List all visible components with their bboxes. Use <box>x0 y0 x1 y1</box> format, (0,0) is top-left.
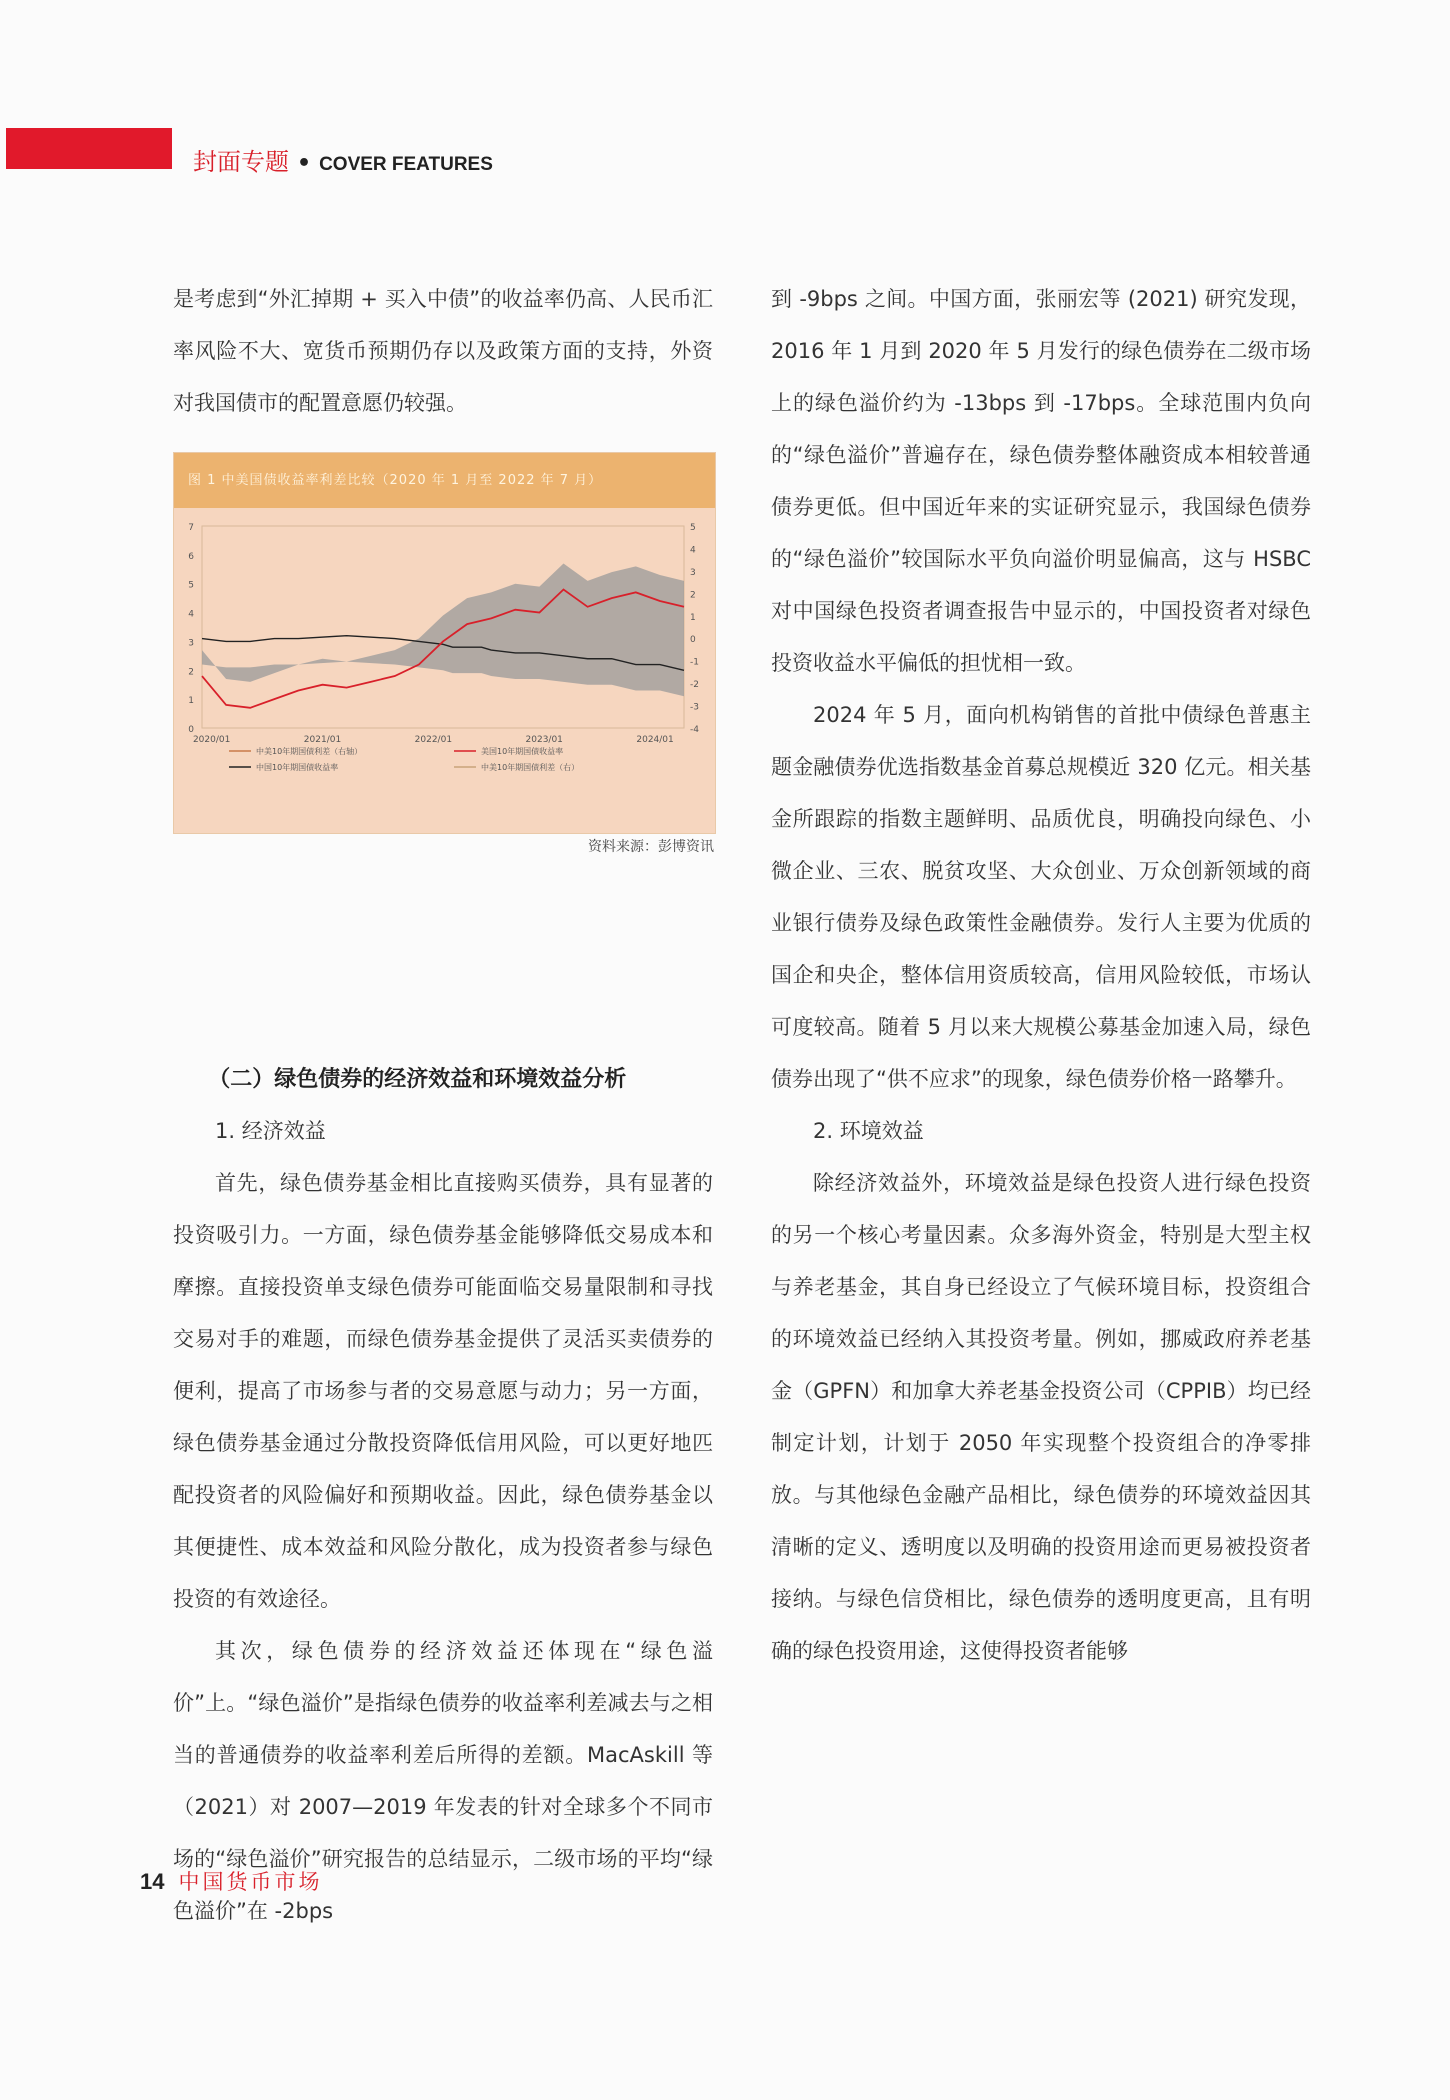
y-left-tick-label: 7 <box>188 523 194 533</box>
figure-source: 资料来源：彭博资讯 <box>588 839 714 855</box>
spread-band <box>202 564 684 697</box>
y-left-tick-label: 6 <box>188 551 194 562</box>
page-number: 14 <box>140 1869 165 1894</box>
paragraph: 除经济效益外，环境效益是绿色投资人进行绿色投资的另一个核心考量因素。众多海外资金，特别是大型主权与养老基金，其自身已经设立了气候环境目标，投资组合的环境效益已经纳入其投资考量。例如，挪威政府养老基金（GPFN）和加拿大养老基金投资公司（CPPIB）均已经制定计划，计划于 2050 年实现整个投资组合的净零排放。与其他绿色金融产品相比，绿色债券的环境效益因其清晰的定义、透明度以及明确的投资用途而更易被投资者接纳。与绿色信贷相比，绿色债券的透明度更高，且有明确的绿色投资用途，这使得投资者能够 <box>771 1171 1311 1663</box>
paragraph: 到 -9bps 之间。中国方面，张丽宏等 (2021) 研究发现，2016 年 1 月到 2020 年 5 月发行的绿色债券在二级市场上的绿色溢价约为 -13bps 到 -17bps。全球范围内负向的“绿色溢价”普遍存在，绿色债券整体融资成本相较普通债券更低。但中国近年来的实证研究显示，我国绿色债券的“绿色溢价”较国际水平负向溢价明显偏高，这与 HSBC 对中国绿色投资者调查报告中显示的，中国投资者对绿色投资收益水平偏低的担忧相一致。 <box>771 287 1311 675</box>
x-tick-label: 2023/01 <box>525 735 563 745</box>
y-left-tick-label: 1 <box>188 696 194 707</box>
y-right-tick-label: 5 <box>690 523 696 533</box>
y-right-tick-label: 0 <box>690 635 696 646</box>
figure <box>173 452 716 834</box>
section-separator: • <box>297 151 312 176</box>
paragraph: 其次，绿色债券的经济效益还体现在“绿色溢价”上。“绿色溢价”是指绿色债券的收益率利差减去与之相当的普通债券的收益率利差后所得的差额。MacAskill 等（2021）对 2007—2019 年发表的针对全球多个不同市场的“绿色溢价”研究报告的总结显示，二级市场的平均“绿色溢价”在 -2bps <box>173 1639 713 1923</box>
legend-label: 中美10年期国债利差（右轴） <box>256 747 363 756</box>
section-color-bar <box>6 128 172 169</box>
magazine-name: 中国货币市场 <box>178 1870 323 1894</box>
section-header <box>193 142 493 177</box>
y-right-tick-label: 1 <box>690 612 696 623</box>
y-left-tick-label: 2 <box>188 667 194 678</box>
paragraph: 2024 年 5 月，面向机构销售的首批中债绿色普惠主题金融债券优选指数基金首募总规模近 320 亿元。相关基金所跟踪的指数主题鲜明、品质优良，明确投向绿色、小微企业、三农、脱贫攻坚、大众创业、万众创新领域的商业银行债券及绿色政策性金融债券。发行人主要为优质的国企和央企，整体信用资质较高，信用风险较低，市场认可度较高。随着 5 月以来大规模公募基金加速入局，绿色债券出现了“供不应求”的现象，绿色债券价格一路攀升。 <box>771 703 1311 1091</box>
y-right-tick-label: 3 <box>690 567 696 578</box>
legend-label: 美国10年期国债收益率 <box>481 747 564 756</box>
y-right-tick-label: -2 <box>690 680 699 691</box>
right-column <box>771 273 1311 1677</box>
line-chart <box>174 508 715 833</box>
x-tick-label: 2020/01 <box>192 735 231 745</box>
y-left-tick-label: 4 <box>188 609 194 620</box>
y-left-tick-label: 5 <box>188 580 194 591</box>
x-tick-label: 2021/01 <box>303 735 342 745</box>
y-right-tick-label: 2 <box>690 590 696 601</box>
legend-label: 中国10年期国债收益率 <box>256 763 339 772</box>
y-left-tick-label: 3 <box>188 638 194 649</box>
page-footer <box>140 1866 322 1896</box>
y-right-tick-label: -4 <box>690 725 699 735</box>
y-right-tick-label: -3 <box>690 702 699 713</box>
section-heading: （二）绿色债券的经济效益和环境效益分析 <box>208 1066 627 1092</box>
sub-heading: 2. 环境效益 <box>813 1119 924 1143</box>
sub-heading: 1. 经济效益 <box>215 1119 326 1143</box>
x-tick-label: 2022/01 <box>414 735 453 745</box>
section-title-en: COVER FEATURES <box>319 154 493 175</box>
paragraph: 首先，绿色债券基金相比直接购买债券，具有显著的投资吸引力。一方面，绿色债券基金能够降低交易成本和摩擦。直接投资单支绿色债券可能面临交易量限制和寻找交易对手的难题，而绿色债券基金提供了灵活买卖债券的便利，提高了市场参与者的交易意愿与动力；另一方面，绿色债券基金通过分散投资降低信用风险，可以更好地匹配投资者的风险偏好和预期收益。因此，绿色债券基金以其便捷性、成本效益和风险分散化，成为投资者参与绿色投资的有效途径。 <box>173 1171 713 1611</box>
y-right-tick-label: 4 <box>690 545 696 556</box>
y-left-tick-label: 0 <box>188 725 194 735</box>
section-title-cn: 封面专题 <box>193 148 289 176</box>
x-tick-label: 2024/01 <box>636 735 674 745</box>
paragraph: 是考虑到“外汇掉期 + 买入中债”的收益率仍高、人民币汇率风险不大、宽货币预期仍存以及政策方面的支持，外资对我国债市的配置意愿仍较强。 <box>173 287 713 415</box>
figure-title: 图 1 中美国债收益率利差比较（2020 年 1 月至 2022 年 7 月） <box>174 453 715 508</box>
legend-label: 中美10年期国债利差（右） <box>481 763 580 772</box>
y-right-tick-label: -1 <box>690 657 699 668</box>
